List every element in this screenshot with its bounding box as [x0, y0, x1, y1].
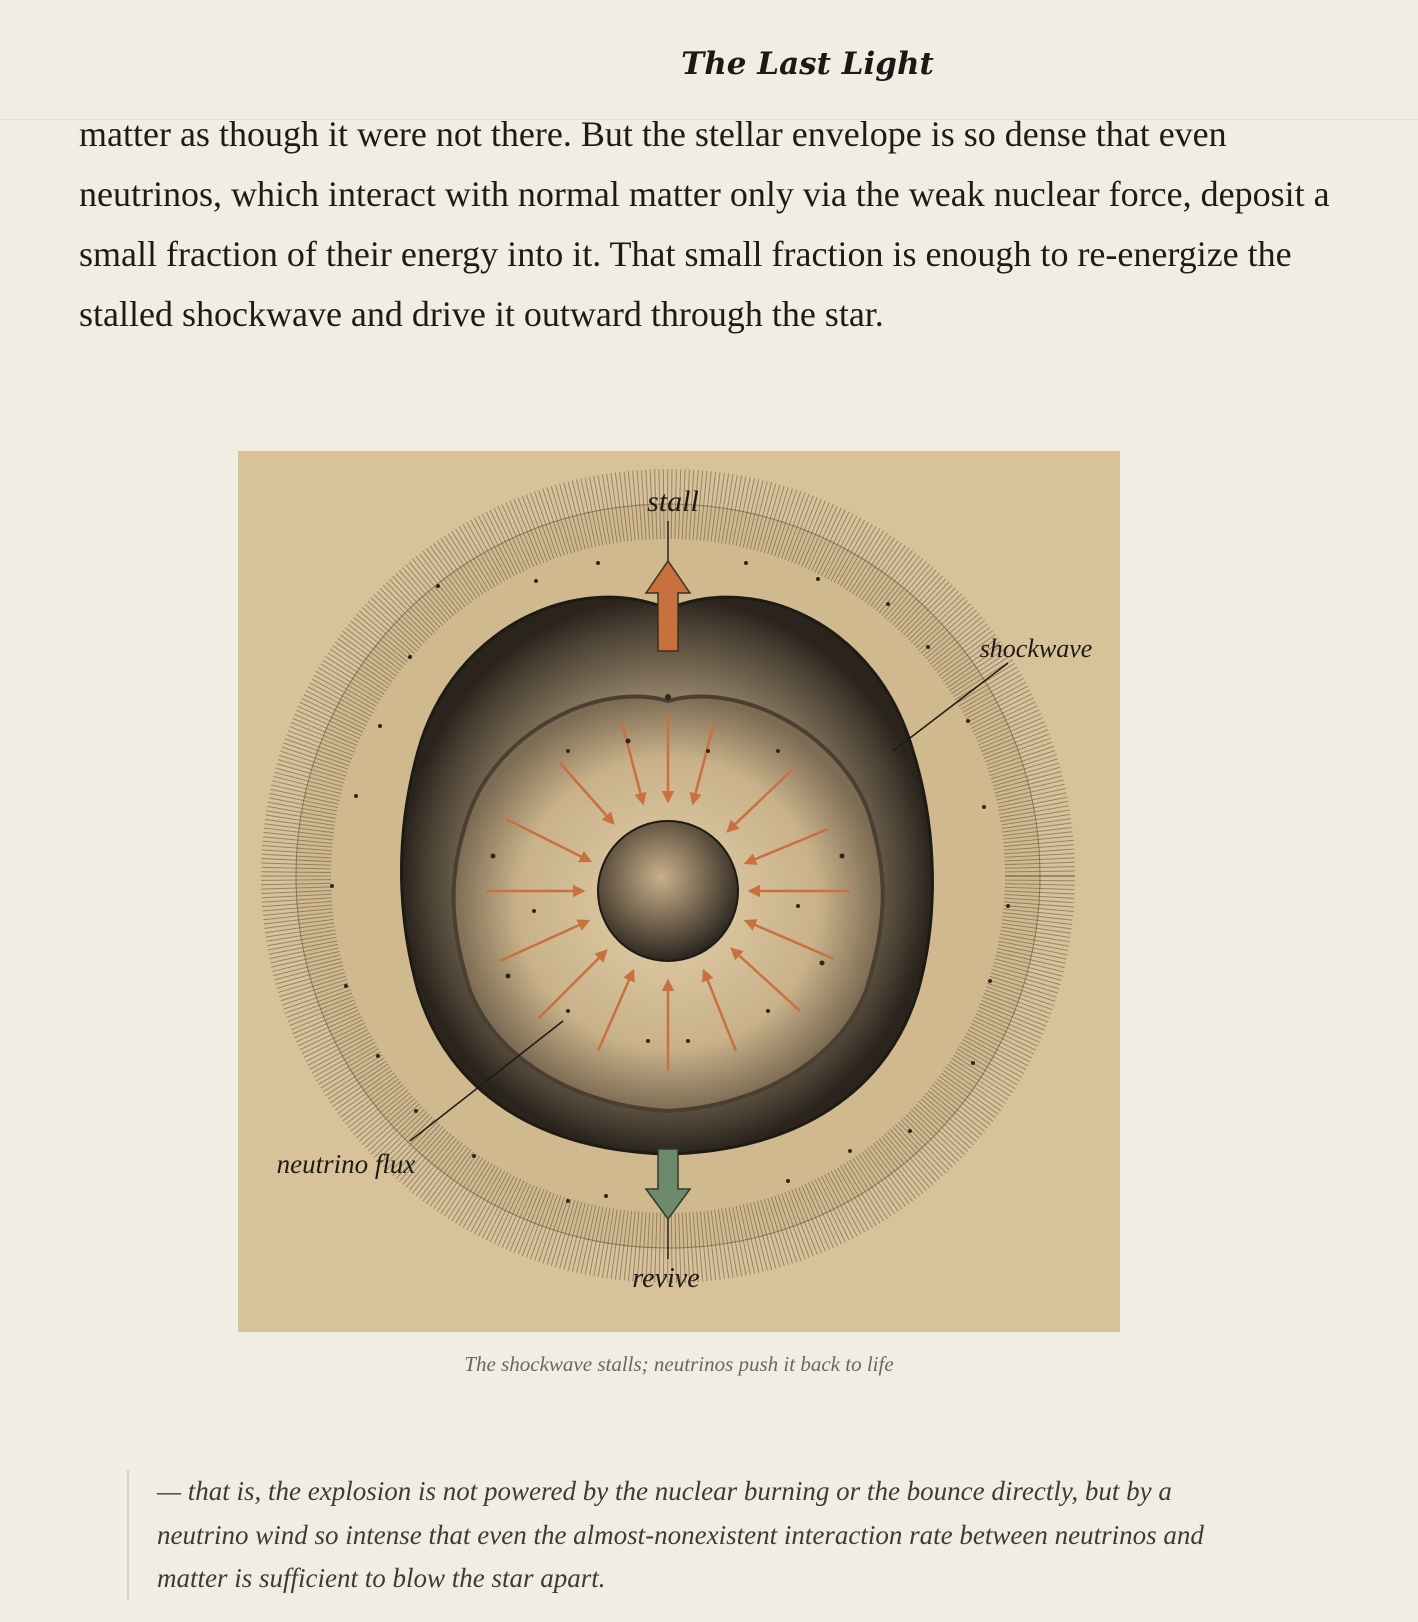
- core-sphere: [598, 821, 738, 961]
- label-shockwave: shockwave: [979, 634, 1093, 663]
- block-quote: — that is, the explosion is not powered by the nuclear burning or the bounce directly, but by a neutrino wind so intense that even the almost-nonexistent interaction rate between neutrinos and matter is sufficient to blow the star apart.: [127, 1470, 1227, 1601]
- label-revive: revive: [632, 1263, 700, 1294]
- book-title: The Last Light: [681, 46, 934, 82]
- label-neutrino-flux: neutrino flux: [276, 1149, 416, 1179]
- supernova-illustration: [238, 451, 1120, 1332]
- label-stall: stall: [647, 485, 699, 518]
- figure-caption: The shockwave stalls; neutrinos push it back to life: [464, 1352, 894, 1376]
- reader-header: [0, 0, 1418, 120]
- body-paragraph: matter as though it were not there. But the stellar envelope is so dense that even neutrinos, which interact with normal matter only via the weak nuclear force, deposit a small fraction of their energy into it. That small fraction is enough to re-energize the stalled shockwave and drive it outward through the star.: [79, 114, 1330, 334]
- illustration-svg: [238, 451, 1120, 1332]
